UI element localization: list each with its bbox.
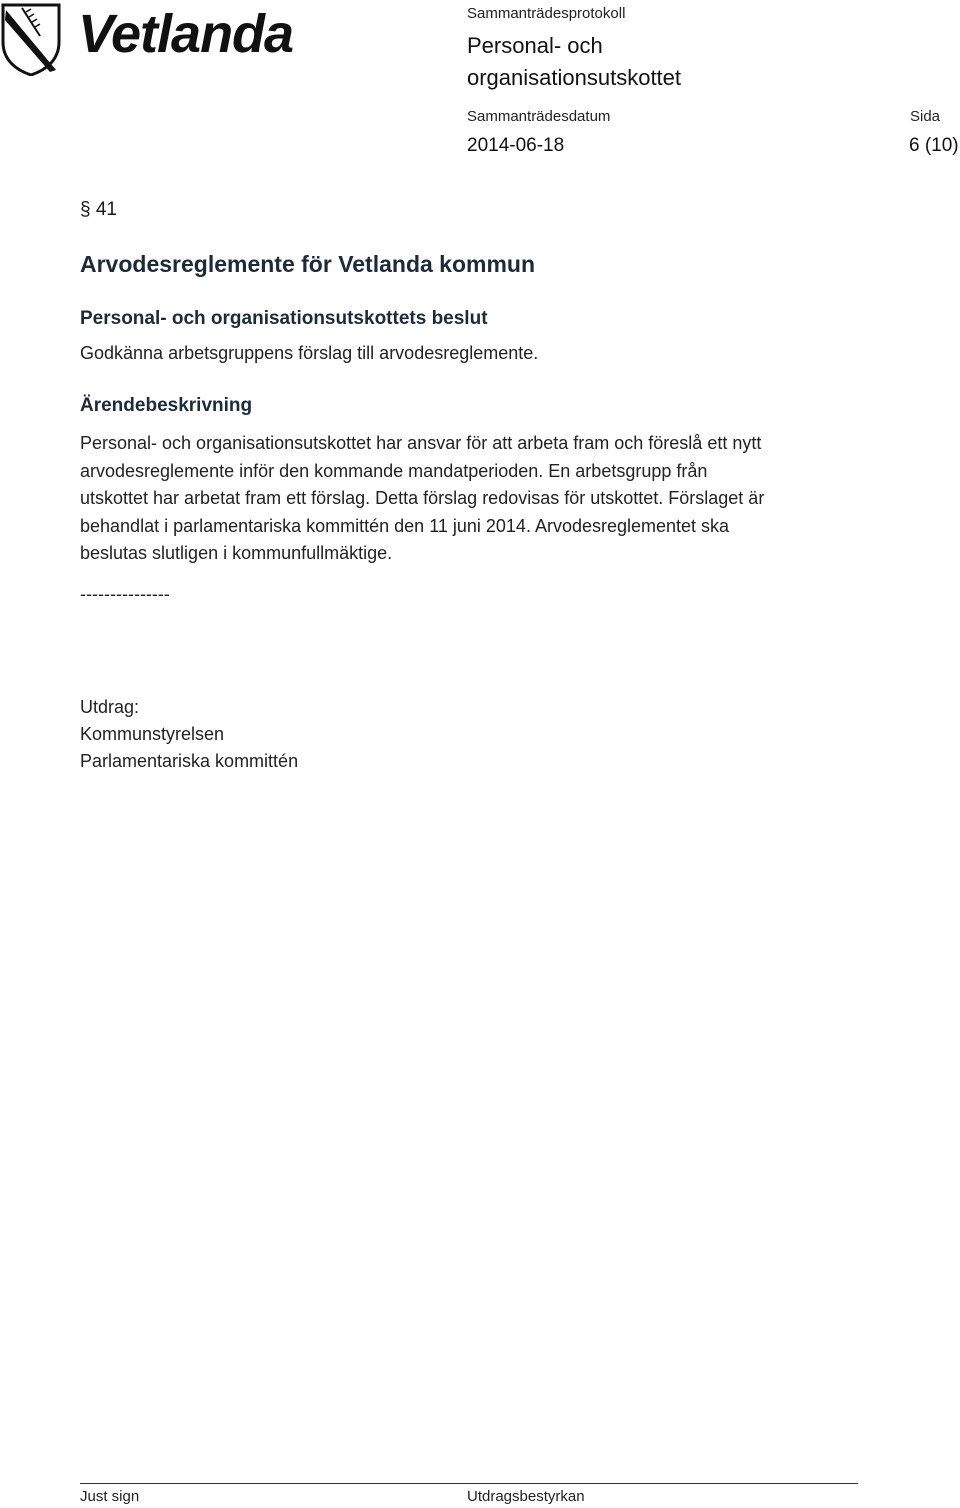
protocol-type-label: Sammanträdesprotokoll bbox=[467, 5, 626, 22]
description-paragraph bbox=[80, 430, 855, 568]
section-number: § 41 bbox=[80, 199, 117, 220]
description-line: arvodesreglemente inför den kommande mandatperioden. En arbetsgrupp från bbox=[80, 460, 708, 481]
meeting-date-label: Sammanträdesdatum bbox=[467, 108, 611, 125]
decision-text: Godkänna arbetsgruppens förslag till arvodesreglemente. bbox=[80, 343, 539, 363]
committee-name-line2: organisationsutskottet bbox=[467, 65, 682, 90]
description-line: utskottet har arbetat fram ett förslag. Detta förslag redovisas för utskottet. Förslaget är bbox=[80, 488, 765, 509]
item-title: Arvodesreglemente för Vetlanda kommun bbox=[80, 251, 536, 277]
footer-divider bbox=[80, 1483, 858, 1484]
page-number: 6 (10) bbox=[909, 135, 959, 156]
description-line: behandlat i parlamentariska kommittén den 11 juni 2014. Arvodesreglementet ska bbox=[80, 515, 730, 536]
extract-recipient: Parlamentariska kommittén bbox=[80, 751, 299, 771]
decision-heading: Personal- och organisationsutskottets beslut bbox=[80, 308, 488, 329]
committee-name-line1: Personal- och bbox=[467, 33, 603, 58]
page-label: Sida bbox=[910, 108, 941, 125]
certification-label: Utdragsbestyrkan bbox=[467, 1488, 585, 1505]
description-heading: Ärendebeskrivning bbox=[80, 395, 253, 416]
sign-label: Just sign bbox=[80, 1488, 140, 1505]
extract-recipient: Kommunstyrelsen bbox=[80, 724, 225, 744]
logo-wordmark: Vetlanda bbox=[78, 4, 294, 64]
description-line: beslutas slutligen i kommunfullmäktige. bbox=[80, 543, 393, 564]
description-line: Personal- och organisationsutskottet har ansvar för att arbeta fram och föreslå ett nytt bbox=[80, 433, 762, 453]
meeting-date-value: 2014-06-18 bbox=[467, 135, 565, 156]
extract-label: Utdrag: bbox=[80, 697, 140, 717]
section-separator: --------------- bbox=[80, 584, 170, 604]
coat-of-arms-icon bbox=[0, 2, 62, 76]
